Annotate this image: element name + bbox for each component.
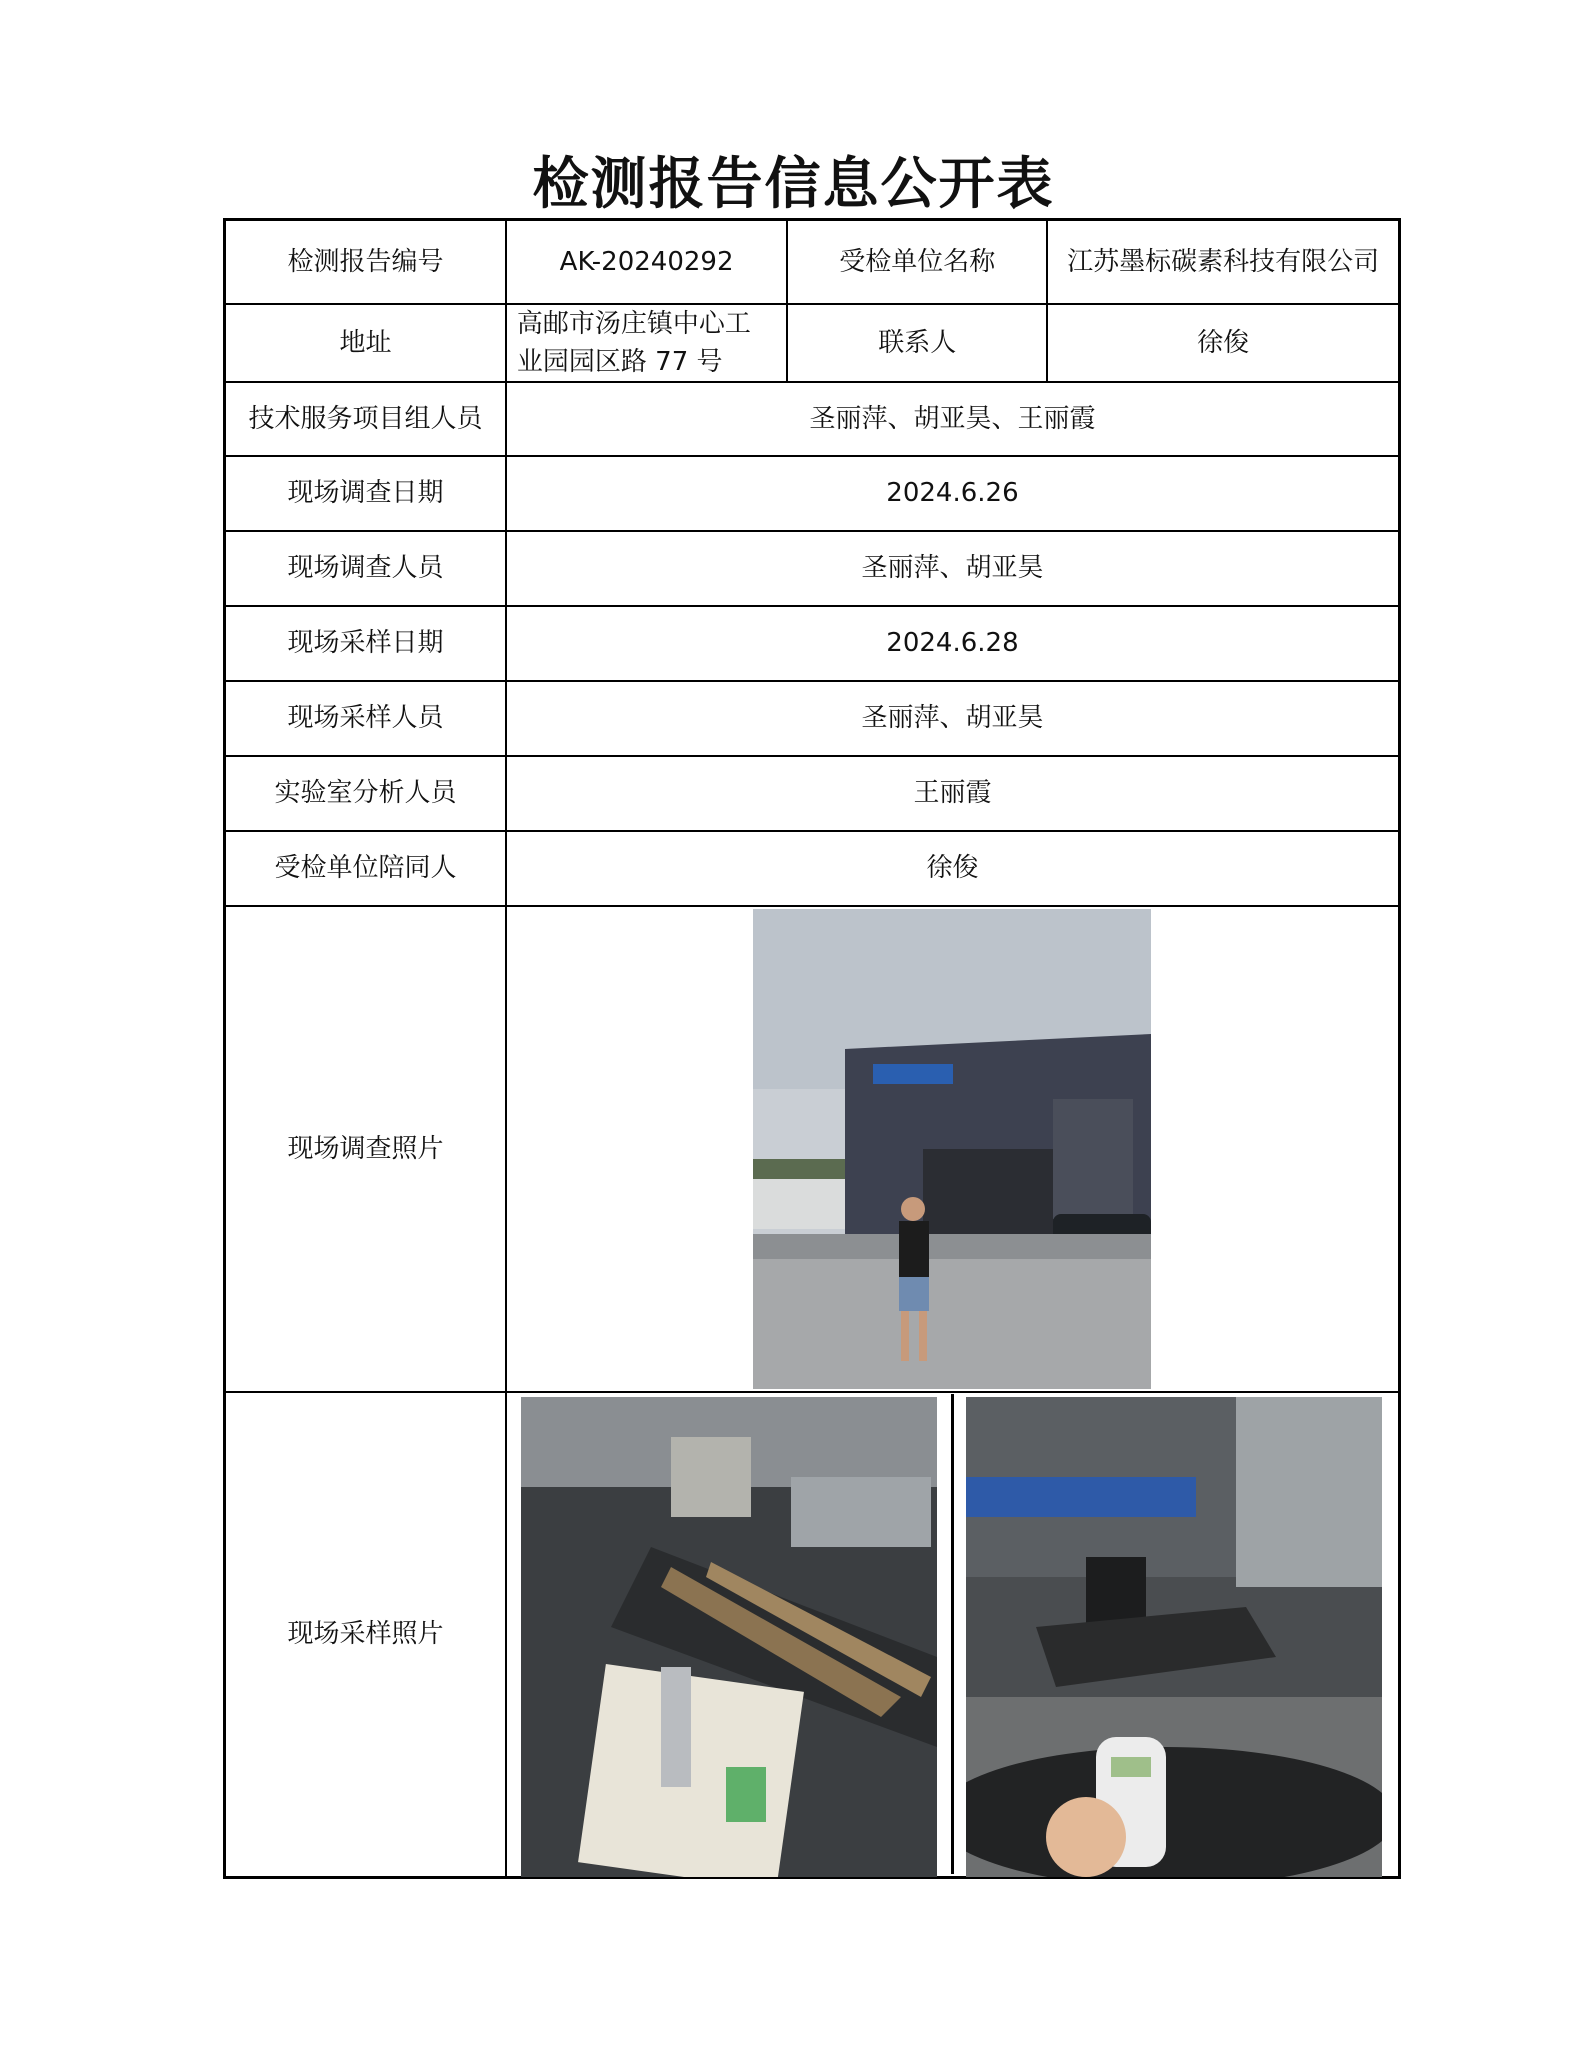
report-no-value: AK-20240292: [506, 220, 787, 304]
survey-photo-label: 现场调查照片: [225, 906, 506, 1392]
contact-value: 徐俊: [1047, 304, 1399, 382]
contact-label: 联系人: [787, 304, 1047, 382]
info-table: [223, 218, 1401, 1879]
unit-name-label: 受检单位名称: [787, 220, 1047, 304]
escort-label: 受检单位陪同人: [225, 831, 506, 906]
table-row: [225, 756, 1400, 831]
survey-photo-cell: [506, 906, 1400, 1392]
sampling-photo-label: 现场采样照片: [225, 1392, 506, 1878]
table-row: [225, 382, 1400, 456]
sampling-staff-label: 现场采样人员: [225, 681, 506, 756]
table-row: [225, 831, 1400, 906]
page-title: 检测报告信息公开表: [532, 151, 1055, 217]
survey-staff-value: 圣丽萍、胡亚昊: [506, 531, 1400, 606]
table-row: [225, 906, 1400, 1392]
table-row: [225, 681, 1400, 756]
address-value: 高邮市汤庄镇中心工业园园区路 77 号: [506, 304, 787, 382]
sampling-date-value: 2024.6.28: [506, 606, 1400, 681]
report-no-label: 检测报告编号: [225, 220, 506, 304]
lab-staff-label: 实验室分析人员: [225, 756, 506, 831]
sampling-photo-1: [507, 1394, 954, 1874]
team-value: 圣丽萍、胡亚昊、王丽霞: [506, 382, 1400, 456]
survey-date-value: 2024.6.26: [506, 456, 1400, 531]
survey-photo: [753, 909, 1151, 1389]
survey-date-label: 现场调查日期: [225, 456, 506, 531]
sampling-photo-cell: [506, 1392, 1400, 1878]
address-label: 地址: [225, 304, 506, 382]
sampling-staff-value: 圣丽萍、胡亚昊: [506, 681, 1400, 756]
table-row: [225, 220, 1400, 304]
table-row: [225, 531, 1400, 606]
sampling-date-label: 现场采样日期: [225, 606, 506, 681]
sampling-photo-2: [954, 1394, 1398, 1874]
table-row: [225, 456, 1400, 531]
survey-staff-label: 现场调查人员: [225, 531, 506, 606]
table-row: [225, 606, 1400, 681]
table-row: [225, 1392, 1400, 1878]
escort-value: 徐俊: [506, 831, 1400, 906]
team-label: 技术服务项目组人员: [225, 382, 506, 456]
lab-staff-value: 王丽霞: [506, 756, 1400, 831]
table-row: [225, 304, 1400, 382]
unit-name-value: 江苏墨标碳素科技有限公司: [1047, 220, 1399, 304]
